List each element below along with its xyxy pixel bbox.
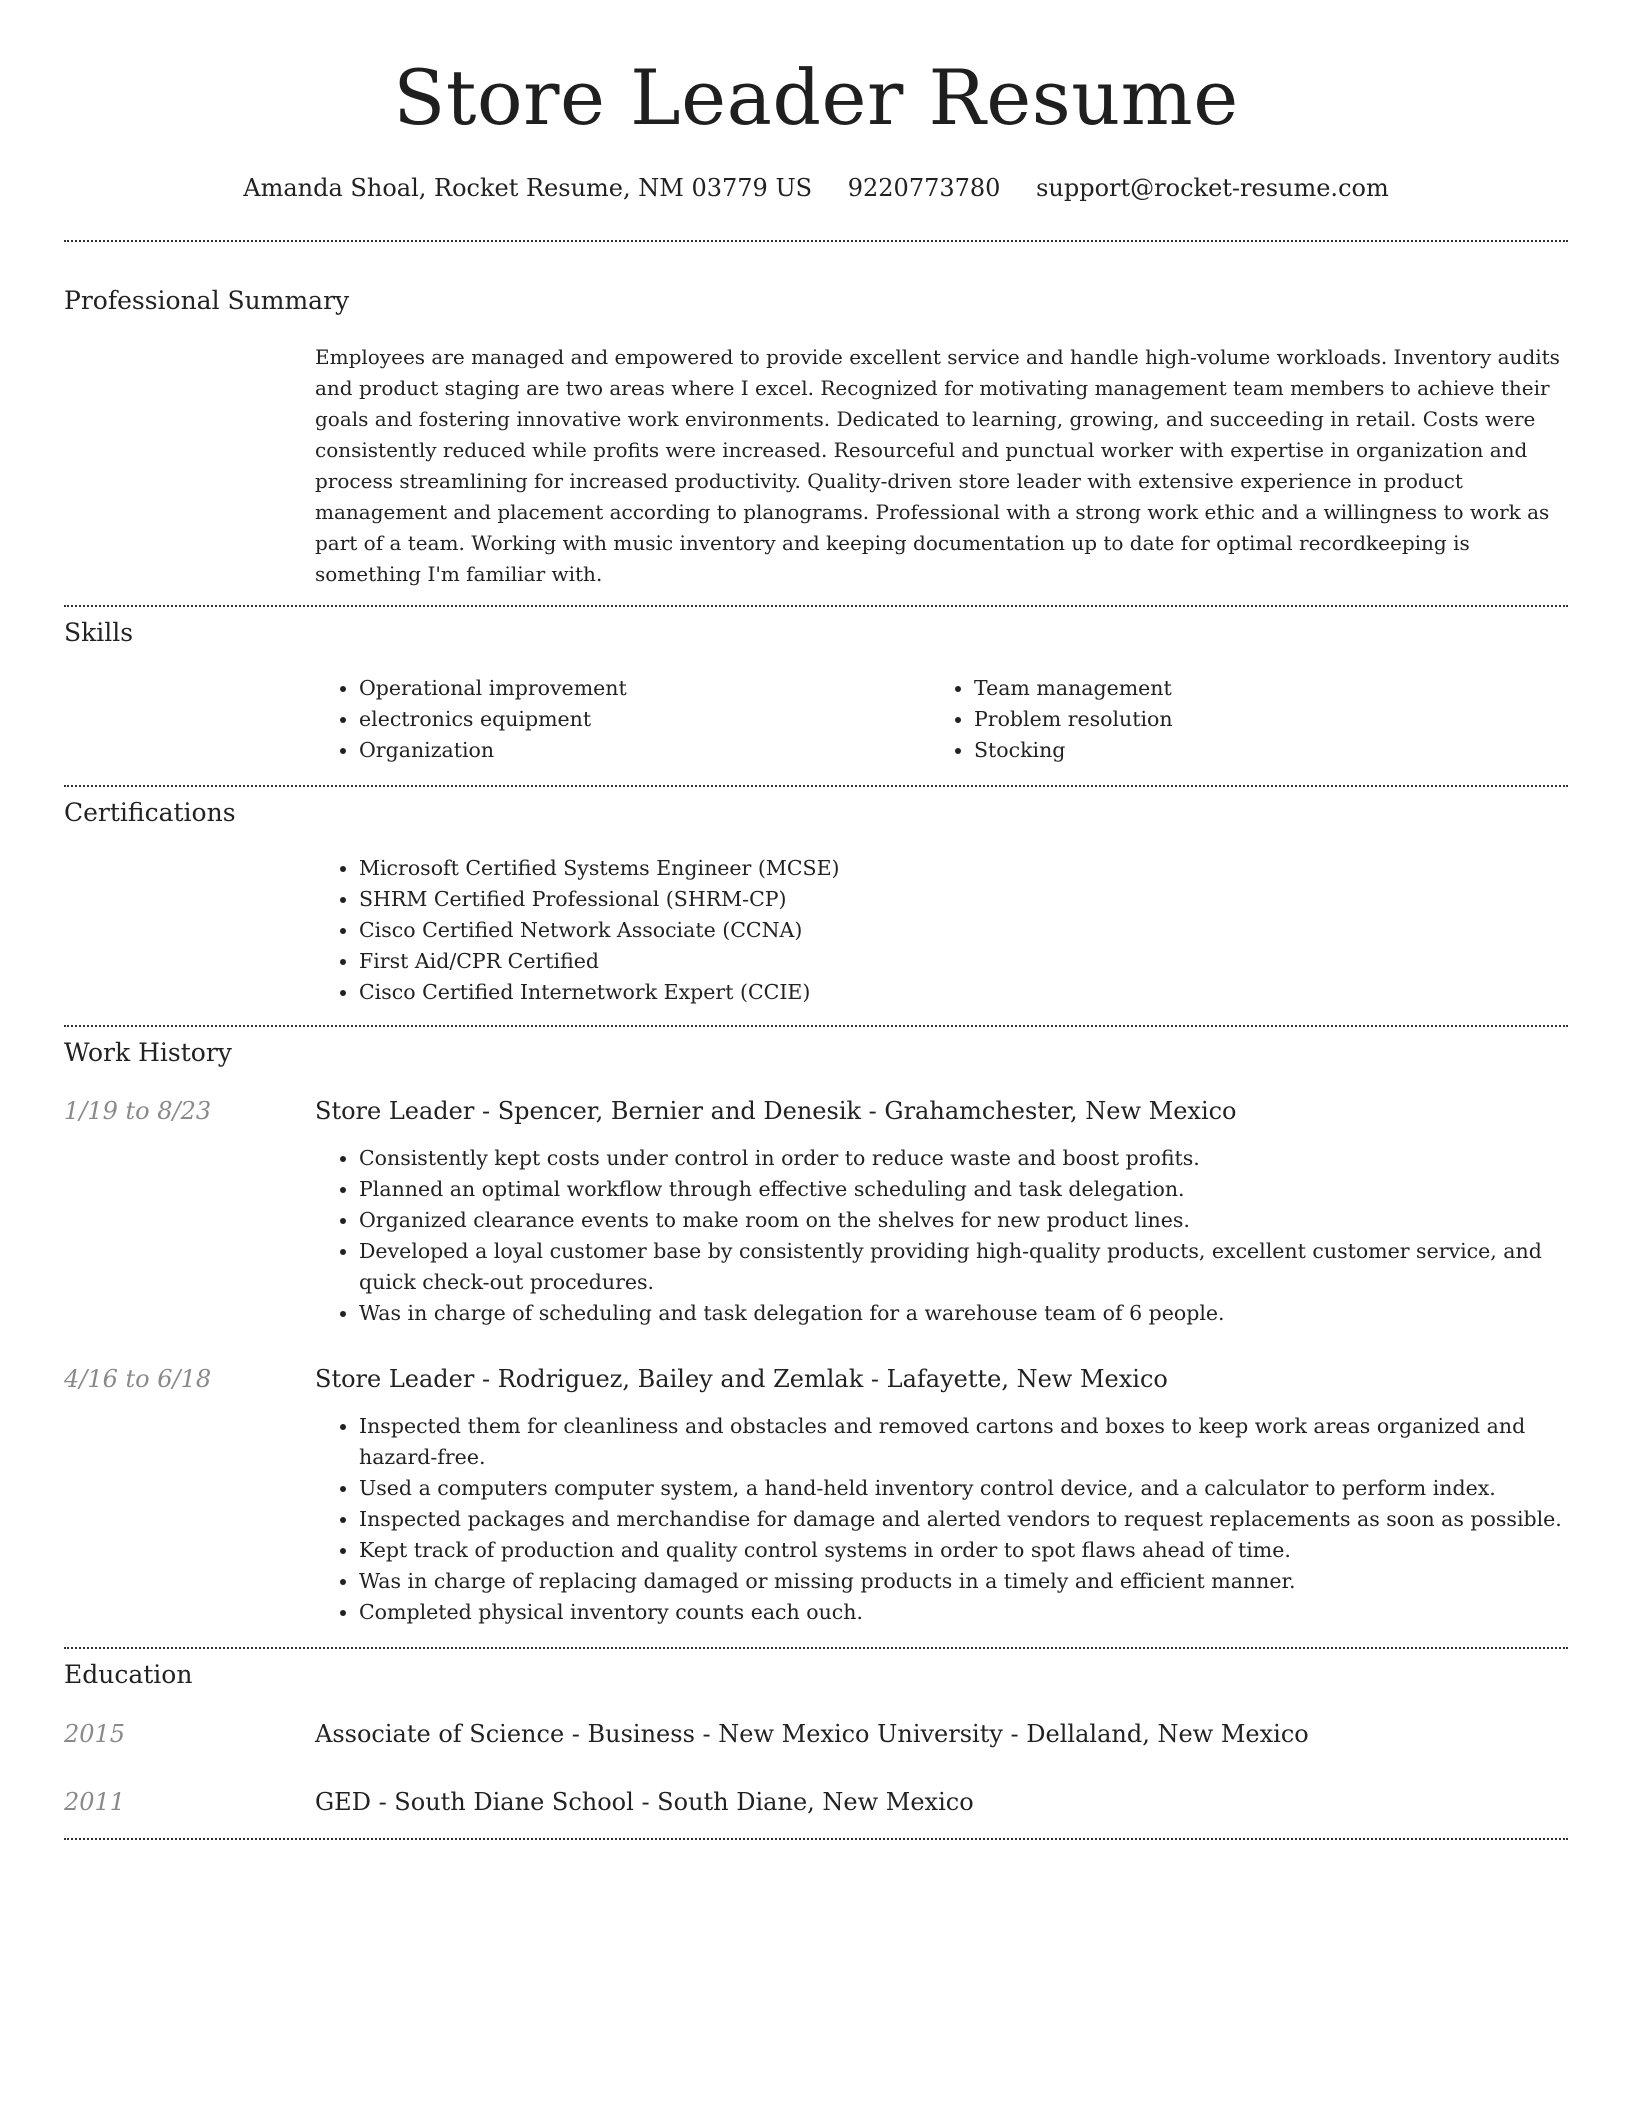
skill-item: • Team management <box>974 673 1534 704</box>
education-title: Associate of Science - Business - New Mexico University - Dellaland, New Mexico <box>315 1720 1309 1748</box>
divider <box>64 605 1568 607</box>
job-bullet: • Used a computers computer system, a hand-held inventory control device, and a calculator to perform index. <box>359 1473 1571 1504</box>
skill-item: • Organization <box>359 735 919 766</box>
certification-item: • Cisco Certified Network Associate (CCNA) <box>359 915 1559 946</box>
contact-email: support@rocket-resume.com <box>1036 174 1389 202</box>
skill-item: • Operational improvement <box>359 673 919 704</box>
certification-item: • Microsoft Certified Systems Engineer (MCSE) <box>359 853 1559 884</box>
skill-item: • Problem resolution <box>974 704 1534 735</box>
skill-item: • electronics equipment <box>359 704 919 735</box>
divider <box>64 240 1568 242</box>
job-bullet: • Inspected packages and merchandise for damage and alerted vendors to request replacements as soon as possible. <box>359 1504 1571 1535</box>
job-dates: 1/19 to 8/23 <box>64 1097 212 1125</box>
skills-list-right <box>930 673 1534 766</box>
job-title: Store Leader - Rodriguez, Bailey and Zemlak - Lafayette, New Mexico <box>315 1365 1168 1393</box>
job-dates: 4/16 to 6/18 <box>64 1365 212 1393</box>
contact-line <box>0 170 1632 206</box>
section-heading-certifications: Certifications <box>64 798 236 827</box>
page-title: Store Leader Resume <box>393 53 1239 142</box>
job-bullet: • Was in charge of replacing damaged or missing products in a timely and efficient manner. <box>359 1566 1571 1597</box>
education-year: 2015 <box>64 1720 126 1748</box>
job-title: Store Leader - Spencer, Bernier and Denesik - Grahamchester, New Mexico <box>315 1097 1237 1125</box>
divider <box>64 1838 1568 1840</box>
certification-item: • Cisco Certified Internetwork Expert (CCIE) <box>359 977 1559 1008</box>
job-bullet: • Organized clearance events to make room on the shelves for new product lines. <box>359 1205 1571 1236</box>
certification-item: • SHRM Certified Professional (SHRM-CP) <box>359 884 1559 915</box>
contact-address: Amanda Shoal, Rocket Resume, NM 03779 US <box>243 174 813 202</box>
job-bullet: • Kept track of production and quality control systems in order to spot flaws ahead of time. <box>359 1535 1571 1566</box>
job-bullets <box>315 1143 1571 1329</box>
job-bullet: • Inspected them for cleanliness and obstacles and removed cartons and boxes to keep work areas organized and hazard-free. <box>359 1411 1571 1473</box>
skill-item: • Stocking <box>974 735 1534 766</box>
skills-list-left <box>315 673 919 766</box>
certification-item: • First Aid/CPR Certified <box>359 946 1559 977</box>
divider <box>64 1647 1568 1649</box>
job-bullet: • Completed physical inventory counts each ouch. <box>359 1597 1571 1628</box>
job-bullet: • Consistently kept costs under control in order to reduce waste and boost profits. <box>359 1143 1571 1174</box>
divider <box>64 785 1568 787</box>
education-year: 2011 <box>64 1788 126 1816</box>
job-bullet: • Was in charge of scheduling and task delegation for a warehouse team of 6 people. <box>359 1298 1571 1329</box>
divider <box>64 1025 1568 1027</box>
section-heading-summary: Professional Summary <box>64 286 350 315</box>
section-heading-work-history: Work History <box>64 1038 232 1067</box>
summary-text: Employees are managed and empowered to provide excellent service and handle high-volume workloads. Inventory audits and product staging are two areas where I excel. Recognized for motivating management team members to achieve their goals and fostering innovative work environments. Dedicated to learning, growing, and succeeding in retail. Costs were consistently reduced while profits were increased. Resourceful and punctual worker with expertise in organization and process streamlining for increased productivity. Quality-driven store leader with extensive experience in product management and placement according to planograms. Professional with a strong work ethic and a willingness to work as part of a team. Working with music inventory and keeping documentation up to date for optimal recordkeeping is something I'm familiar with. <box>315 345 1560 586</box>
job-bullet: • Developed a loyal customer base by consistently providing high-quality products, excellent customer service, and quick check-out procedures. <box>359 1236 1571 1298</box>
section-heading-skills: Skills <box>64 618 134 647</box>
contact-phone: 9220773780 <box>847 174 1001 202</box>
section-heading-education: Education <box>64 1660 193 1689</box>
job-bullets <box>315 1411 1571 1628</box>
education-title: GED - South Diane School - South Diane, New Mexico <box>315 1788 974 1816</box>
certifications-list <box>315 853 1559 1008</box>
job-bullet: • Planned an optimal workflow through effective scheduling and task delegation. <box>359 1174 1571 1205</box>
